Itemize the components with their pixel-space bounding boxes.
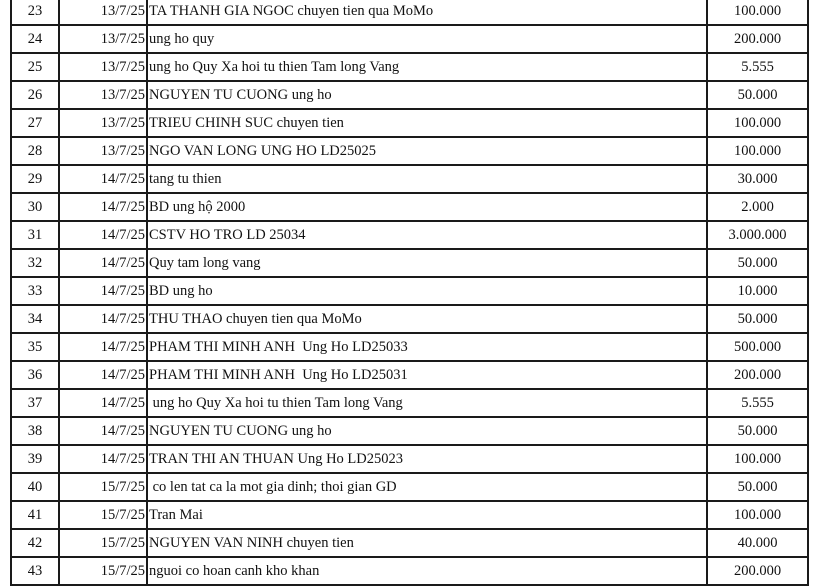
table-row <box>11 473 808 501</box>
row-number: 31 <box>11 221 59 249</box>
table-row <box>11 389 808 417</box>
row-amount: 3.000.000 <box>707 221 808 249</box>
row-amount: 200.000 <box>707 361 808 389</box>
row-number: 41 <box>11 501 59 529</box>
row-description: BD ung ho <box>147 277 707 305</box>
row-description: co len tat ca la mot gia dinh; thoi gian GD <box>147 473 707 501</box>
row-description: NGUYEN TU CUONG ung ho <box>147 81 707 109</box>
row-description: nguoi co hoan canh kho khan <box>147 557 707 585</box>
row-date: 13/7/25 <box>59 137 147 165</box>
row-amount: 200.000 <box>707 557 808 585</box>
table-row <box>11 417 808 445</box>
row-description: tang tu thien <box>147 165 707 193</box>
row-amount: 5.555 <box>707 53 808 81</box>
row-description: NGO VAN LONG UNG HO LD25025 <box>147 137 707 165</box>
table-row <box>11 53 808 81</box>
row-amount: 30.000 <box>707 165 808 193</box>
table-row <box>11 557 808 585</box>
row-description: ung ho quy <box>147 25 707 53</box>
row-number: 24 <box>11 25 59 53</box>
donation-ledger <box>10 0 807 586</box>
row-description: THU THAO chuyen tien qua MoMo <box>147 305 707 333</box>
donation-table <box>10 0 809 586</box>
row-amount: 50.000 <box>707 417 808 445</box>
row-date: 14/7/25 <box>59 277 147 305</box>
row-date: 14/7/25 <box>59 361 147 389</box>
table-row <box>11 305 808 333</box>
row-description: NGUYEN TU CUONG ung ho <box>147 417 707 445</box>
row-number: 43 <box>11 557 59 585</box>
row-number: 36 <box>11 361 59 389</box>
row-amount: 100.000 <box>707 501 808 529</box>
row-date: 15/7/25 <box>59 557 147 585</box>
row-description: CSTV HO TRO LD 25034 <box>147 221 707 249</box>
row-number: 42 <box>11 529 59 557</box>
table-row <box>11 361 808 389</box>
table-row <box>11 109 808 137</box>
row-amount: 50.000 <box>707 81 808 109</box>
row-date: 14/7/25 <box>59 389 147 417</box>
donation-table-body <box>11 0 808 585</box>
row-date: 13/7/25 <box>59 25 147 53</box>
row-description: TRIEU CHINH SUC chuyen tien <box>147 109 707 137</box>
row-date: 14/7/25 <box>59 193 147 221</box>
table-row <box>11 501 808 529</box>
row-number: 34 <box>11 305 59 333</box>
row-description: Tran Mai <box>147 501 707 529</box>
row-date: 14/7/25 <box>59 305 147 333</box>
row-number: 29 <box>11 165 59 193</box>
row-number: 32 <box>11 249 59 277</box>
row-amount: 200.000 <box>707 25 808 53</box>
row-number: 40 <box>11 473 59 501</box>
row-amount: 5.555 <box>707 389 808 417</box>
row-amount: 500.000 <box>707 333 808 361</box>
row-number: 30 <box>11 193 59 221</box>
row-description: PHAM THI MINH ANH Ung Ho LD25033 <box>147 333 707 361</box>
row-amount: 100.000 <box>707 137 808 165</box>
row-date: 14/7/25 <box>59 249 147 277</box>
row-date: 14/7/25 <box>59 445 147 473</box>
row-amount: 50.000 <box>707 473 808 501</box>
row-date: 13/7/25 <box>59 109 147 137</box>
row-date: 13/7/25 <box>59 0 147 25</box>
row-description: TA THANH GIA NGOC chuyen tien qua MoMo <box>147 0 707 25</box>
row-amount: 100.000 <box>707 0 808 25</box>
table-row <box>11 137 808 165</box>
table-row <box>11 277 808 305</box>
row-date: 14/7/25 <box>59 333 147 361</box>
row-date: 15/7/25 <box>59 501 147 529</box>
row-number: 26 <box>11 81 59 109</box>
row-description: TRAN THI AN THUAN Ung Ho LD25023 <box>147 445 707 473</box>
row-date: 14/7/25 <box>59 417 147 445</box>
table-row <box>11 221 808 249</box>
table-row <box>11 529 808 557</box>
row-description: PHAM THI MINH ANH Ung Ho LD25031 <box>147 361 707 389</box>
row-number: 27 <box>11 109 59 137</box>
row-number: 25 <box>11 53 59 81</box>
row-amount: 100.000 <box>707 445 808 473</box>
row-amount: 50.000 <box>707 249 808 277</box>
row-amount: 2.000 <box>707 193 808 221</box>
row-number: 39 <box>11 445 59 473</box>
row-amount: 10.000 <box>707 277 808 305</box>
row-amount: 100.000 <box>707 109 808 137</box>
row-amount: 40.000 <box>707 529 808 557</box>
row-date: 14/7/25 <box>59 221 147 249</box>
row-description: NGUYEN VAN NINH chuyen tien <box>147 529 707 557</box>
row-number: 35 <box>11 333 59 361</box>
table-row <box>11 81 808 109</box>
row-description: BD ung hộ 2000 <box>147 193 707 221</box>
table-row <box>11 165 808 193</box>
table-row <box>11 445 808 473</box>
table-row <box>11 25 808 53</box>
table-row <box>11 333 808 361</box>
table-row <box>11 0 808 25</box>
row-date: 14/7/25 <box>59 165 147 193</box>
row-number: 33 <box>11 277 59 305</box>
row-description: Quy tam long vang <box>147 249 707 277</box>
row-date: 13/7/25 <box>59 81 147 109</box>
row-amount: 50.000 <box>707 305 808 333</box>
row-number: 38 <box>11 417 59 445</box>
row-number: 23 <box>11 0 59 25</box>
row-number: 28 <box>11 137 59 165</box>
row-description: ung ho Quy Xa hoi tu thien Tam long Vang <box>147 389 707 417</box>
table-row <box>11 249 808 277</box>
row-date: 15/7/25 <box>59 529 147 557</box>
row-description: ung ho Quy Xa hoi tu thien Tam long Vang <box>147 53 707 81</box>
row-date: 13/7/25 <box>59 53 147 81</box>
table-row <box>11 193 808 221</box>
row-number: 37 <box>11 389 59 417</box>
row-date: 15/7/25 <box>59 473 147 501</box>
